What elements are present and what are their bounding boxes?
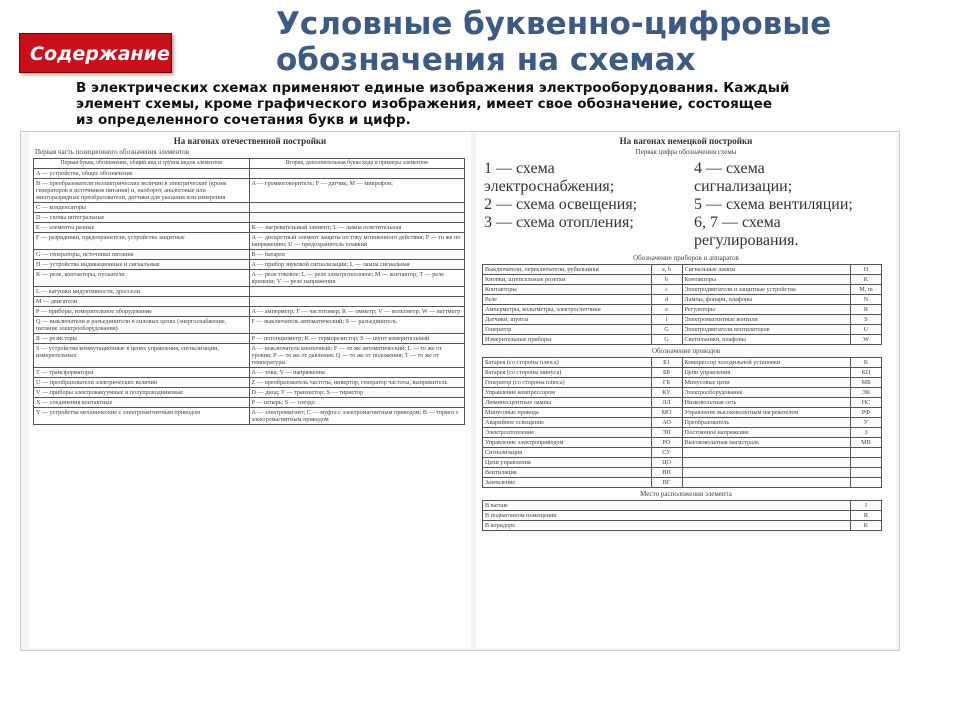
table-row xyxy=(34,344,465,368)
table-cell: Б1 xyxy=(651,358,682,368)
table-cell xyxy=(682,448,851,458)
table-cell: G — генераторы, источники питания xyxy=(34,250,250,260)
table-row xyxy=(483,265,882,275)
location-heading: Место расположения элемента xyxy=(640,490,732,498)
table-row xyxy=(483,315,882,325)
table-row xyxy=(34,169,465,179)
table-cell: Электромагнитные вентили xyxy=(682,315,851,325)
table-cell: ЛЛ xyxy=(651,398,682,408)
table-cell: R xyxy=(851,305,882,315)
column-header: Вторая, дополнительная буква кода и примеры элементов xyxy=(249,159,465,169)
table-row xyxy=(34,270,465,287)
table-cell: Управление компрессором xyxy=(483,388,652,398)
table-cell: b xyxy=(651,275,682,285)
table-cell: M — двигатели xyxy=(34,297,250,307)
table-cell: Минусовые провода xyxy=(483,408,652,418)
table-cell: N xyxy=(851,295,882,305)
table-cell: Генератор xyxy=(483,325,652,335)
table-cell: КЦ xyxy=(851,368,882,378)
table-cell: МО xyxy=(651,408,682,418)
table-cell xyxy=(851,458,882,468)
domestic-code-table xyxy=(33,158,465,425)
table-cell: Компрессор холодильной установки xyxy=(682,358,851,368)
table-cell: Цепи управления xyxy=(483,458,652,468)
table-cell: G xyxy=(651,335,682,345)
table-cell: B — преобразователи неэлектрических величин в электрические (кроме генераторов и источников питания) и, наоборот, аналоговые или многоразрядные преобразователи, датчики для указания или измерения xyxy=(34,179,250,203)
table-cell: H — устройства индикационные и сигнальные xyxy=(34,260,250,270)
table-cell: Лампы, фонари, плафоны xyxy=(682,295,851,305)
table-row xyxy=(34,179,465,203)
table-cell: ББ xyxy=(651,368,682,378)
table-cell: D — схемы интегральные xyxy=(34,213,250,223)
contents-button[interactable]: Содержание xyxy=(19,33,172,73)
table-cell: P — приборы, измерительное оборудование xyxy=(34,307,250,317)
table-row xyxy=(34,287,465,297)
devices-heading: Обозначение приборов и аппаратов xyxy=(633,254,739,262)
table-cell: Управление электроприводом xyxy=(483,438,652,448)
table-row xyxy=(34,378,465,388)
table-row xyxy=(34,408,465,425)
table-cell: Датчики, шунты xyxy=(483,315,652,325)
table-cell: A — тока; V — напряжения xyxy=(249,368,465,378)
table-cell: РФ xyxy=(851,408,882,418)
table-cell: U xyxy=(851,325,882,335)
table-cell xyxy=(682,468,851,478)
table-cell: Вентиляция xyxy=(483,468,652,478)
slide-title xyxy=(276,6,916,78)
table-row xyxy=(483,358,882,368)
scheme-digit-list xyxy=(484,160,864,250)
location-table xyxy=(482,500,882,531)
table-cell: Преобразователь xyxy=(682,418,851,428)
table-row xyxy=(483,511,882,521)
table-cell: M, m xyxy=(851,285,882,295)
table-cell: E — элементы разные xyxy=(34,223,250,233)
table-row xyxy=(34,388,465,398)
table-row xyxy=(34,398,465,408)
table-cell: A — прибор звуковой сигнализации; L — лампа сигнальная xyxy=(249,260,465,270)
table-cell: Электроотопление xyxy=(483,428,652,438)
domestic-table-heading: На вагонах отечественной постройки xyxy=(173,136,327,146)
table-cell: НС xyxy=(851,398,882,408)
slide-title-line-2: обозначения на схемах xyxy=(276,42,696,78)
table-cell: A — выключатель кнопочный; F — то же автоматический; L — то же от уровня; P — то же от давления; Q — то же от положения; T — то же от температуры xyxy=(249,344,465,368)
table-cell: A — амперметр; F — частотомер; R — омметр; V — вольтметр; W — ваттметр xyxy=(249,307,465,317)
table-cell: В вагоне xyxy=(483,501,851,511)
table-cell: Заземление xyxy=(483,478,652,488)
table-cell: Сигнализация xyxy=(483,448,652,458)
scanned-tables-image xyxy=(20,131,900,651)
table-cell: Q — выключатели и разъединители в силовых цепях (энергоснабжение, питание электрооборудования) xyxy=(34,317,250,334)
table-cell: c xyxy=(651,285,682,295)
table-row xyxy=(483,501,882,511)
table-cell: Регуляторы xyxy=(682,305,851,315)
table-row xyxy=(483,295,882,305)
table-cell: V — приборы электровакуумные и полупроводниковые xyxy=(34,388,250,398)
table-cell: СУ xyxy=(651,448,682,458)
intro-line: В электрических схемах применяют единые изображения электрооборудования. Каждый xyxy=(76,80,790,96)
domestic-table-page xyxy=(29,132,471,648)
table-cell: R xyxy=(851,511,882,521)
table-row xyxy=(483,305,882,315)
table-cell: F — выключатель автоматический; S — разъединитель xyxy=(249,317,465,334)
intro-paragraph xyxy=(76,80,936,128)
table-cell: B — батарея xyxy=(249,250,465,260)
table-cell: H xyxy=(851,265,882,275)
table-row xyxy=(483,428,882,438)
table-cell: МБ xyxy=(851,378,882,388)
table-cell: Генератор (со стороны плюса) xyxy=(483,378,652,388)
table-cell: A — реле токовое; L — реле электротепловое; M — контактор; T — реле времени; V — реле напряжения xyxy=(249,270,465,287)
table-cell: К xyxy=(851,358,882,368)
table-cell: ЦО xyxy=(651,458,682,468)
domestic-table-subheading: Первая часть позиционного обозначения элементов xyxy=(35,148,189,156)
table-cell: ЭП xyxy=(651,428,682,438)
table-cell: f xyxy=(651,315,682,325)
table-cell: G xyxy=(651,325,682,335)
table-row xyxy=(483,408,882,418)
table-cell: АО xyxy=(651,418,682,428)
table-row xyxy=(34,203,465,213)
table-row xyxy=(34,250,465,260)
table-cell: P — потенциометр; K — терморезистор; S — шунт измерительный xyxy=(249,334,465,344)
table-row xyxy=(483,325,882,335)
table-cell xyxy=(249,203,465,213)
table-cell: З xyxy=(851,428,882,438)
table-cell: R — резисторы xyxy=(34,334,250,344)
table-cell: A — дискретный элемент защиты по току мгновенного действия; P — то же по напряжению; U — предохранитель плавкий xyxy=(249,233,465,250)
scheme-item: 1 — схема электроснабжения; xyxy=(484,160,615,195)
table-cell: Электрооборудование xyxy=(682,388,851,398)
table-cell: S — устройства коммутационные в цепях управления, сигнализации, измерительных xyxy=(34,344,250,368)
table-cell: Реле xyxy=(483,295,652,305)
table-cell xyxy=(249,287,465,297)
table-cell: Низковольтная сеть xyxy=(682,398,851,408)
table-row xyxy=(483,448,882,458)
table-cell: d xyxy=(651,295,682,305)
table-row xyxy=(483,388,882,398)
table-row xyxy=(483,275,882,285)
table-cell: T — трансформаторы xyxy=(34,368,250,378)
table-cell: Люминесцентные лампы xyxy=(483,398,652,408)
table-cell: Постоянное напряжение xyxy=(682,428,851,438)
table-cell: У xyxy=(851,418,882,428)
table-cell: В коридоре xyxy=(483,521,851,531)
slide-title-line-1: Условные буквенно-цифровые xyxy=(276,6,832,42)
table-cell: Электродвигатели вентиляторов xyxy=(682,325,851,335)
wires-heading: Обозначение проводов xyxy=(651,347,721,355)
table-cell: U — преобразователи электрических величин xyxy=(34,378,250,388)
table-cell: Z — преобразователь частоты, инвертор, генератор частоты, выпрямитель xyxy=(249,378,465,388)
table-row xyxy=(483,368,882,378)
table-cell: I xyxy=(851,501,882,511)
table-cell: X — соединения контактные xyxy=(34,398,250,408)
table-row xyxy=(34,317,465,334)
table-cell: D — диод; T — транзистор; S — тиристор xyxy=(249,388,465,398)
table-row xyxy=(34,223,465,233)
table-cell: W xyxy=(851,335,882,345)
table-cell xyxy=(249,297,465,307)
table-cell: P — штырь; S — гнездо xyxy=(249,398,465,408)
scheme-item: 2 — схема освещения; xyxy=(484,196,638,213)
table-cell: K — реле, контакторы, пускатели xyxy=(34,270,250,287)
table-cell xyxy=(851,478,882,488)
table-cell: A — электромагнит; C — муфта с электромагнитным приводом; B — тормоз с электромагнитным приводом xyxy=(249,408,465,425)
german-table-page xyxy=(476,132,896,648)
table-cell: ВП xyxy=(651,468,682,478)
table-cell: МВ xyxy=(851,438,882,448)
table-row xyxy=(483,418,882,428)
table-cell: e xyxy=(651,305,682,315)
devices-table xyxy=(482,264,882,345)
table-cell: Амперметры, вольтметры, электросчетчики xyxy=(483,305,652,315)
table-cell: Контакторы xyxy=(682,275,851,285)
table-row xyxy=(483,478,882,488)
table-row xyxy=(483,378,882,388)
scheme-item: 5 — схема вентиляции; xyxy=(694,196,853,213)
table-row xyxy=(34,233,465,250)
table-cell xyxy=(851,448,882,458)
table-cell: A — громкоговоритель; F — датчик; M — микрофон; xyxy=(249,179,465,203)
table-cell: Контакторы xyxy=(483,285,652,295)
table-cell: Y — устройства механические с электромагнитным приводом xyxy=(34,408,250,425)
table-cell: ВГ xyxy=(651,478,682,488)
table-cell: Электродвигатели и защитные устройства xyxy=(682,285,851,295)
table-cell: F — разрядники, предохранители, устройства защитные xyxy=(34,233,250,250)
table-cell: Светильники, плафоны xyxy=(682,335,851,345)
table-row xyxy=(483,398,882,408)
table-row xyxy=(483,285,882,295)
table-cell xyxy=(851,468,882,478)
table-cell xyxy=(249,169,465,179)
scheme-item: 3 — схема отопления; xyxy=(484,214,634,231)
table-row xyxy=(483,468,882,478)
table-cell: Управление высоковольтным нагревателем xyxy=(682,408,851,418)
table-row xyxy=(34,368,465,378)
table-cell xyxy=(682,458,851,468)
table-row xyxy=(34,334,465,344)
intro-line: из определенного сочетания букв и цифр. xyxy=(76,112,411,128)
table-cell: В подвагонном помещении xyxy=(483,511,851,521)
table-cell: ГБ xyxy=(651,378,682,388)
wires-table xyxy=(482,357,882,488)
table-cell: Минусовые цепи xyxy=(682,378,851,388)
table-cell: Кнопки, штепсельные розетки xyxy=(483,275,652,285)
table-cell: K xyxy=(851,521,882,531)
table-cell: Аварийное освещение xyxy=(483,418,652,428)
table-cell: Цепи управления xyxy=(682,368,851,378)
scheme-digit-subheading: Первая цифра обозначения схемы xyxy=(635,148,737,156)
table-row xyxy=(483,521,882,531)
table-row xyxy=(34,213,465,223)
intro-line: элемент схемы, кроме графического изображения, имеет свое обозначение, состоящее xyxy=(76,96,772,112)
table-cell: ЭК xyxy=(851,388,882,398)
table-cell: S xyxy=(851,315,882,325)
table-row xyxy=(483,335,882,345)
table-row xyxy=(34,260,465,270)
table-cell: a, b xyxy=(651,265,682,275)
table-row xyxy=(483,438,882,448)
table-row xyxy=(483,458,882,468)
table-cell: Измерительные приборы xyxy=(483,335,652,345)
scheme-item: 4 — схема сигнализации; xyxy=(694,160,793,195)
table-row xyxy=(34,307,465,317)
table-row xyxy=(34,297,465,307)
table-cell: КУ xyxy=(651,388,682,398)
table-cell: Высоковольтная магистраль xyxy=(682,438,851,448)
table-cell xyxy=(682,478,851,488)
german-table-heading: На вагонах немецкой постройки xyxy=(619,136,753,146)
table-cell: L — катушки индуктивности, дроссели xyxy=(34,287,250,297)
table-cell: Батарея (со стороны плюса) xyxy=(483,358,652,368)
table-cell: Выключатели, переключатели, рубильники xyxy=(483,265,652,275)
table-cell: C — конденсаторы xyxy=(34,203,250,213)
column-header: Первая буква, обозначение, общий вид и группа видов элементов xyxy=(34,159,250,169)
table-cell: РО xyxy=(651,438,682,448)
scheme-item: 6, 7 — схема регулирования. xyxy=(694,214,799,249)
table-cell: K — нагревательный элемент; L — лампа осветительная xyxy=(249,223,465,233)
table-cell: K xyxy=(851,275,882,285)
table-cell: Сигнальные лампы xyxy=(682,265,851,275)
table-cell: A — устройства, общее обозначение xyxy=(34,169,250,179)
table-cell: Батарея (со стороны минуса) xyxy=(483,368,652,378)
table-cell xyxy=(249,213,465,223)
